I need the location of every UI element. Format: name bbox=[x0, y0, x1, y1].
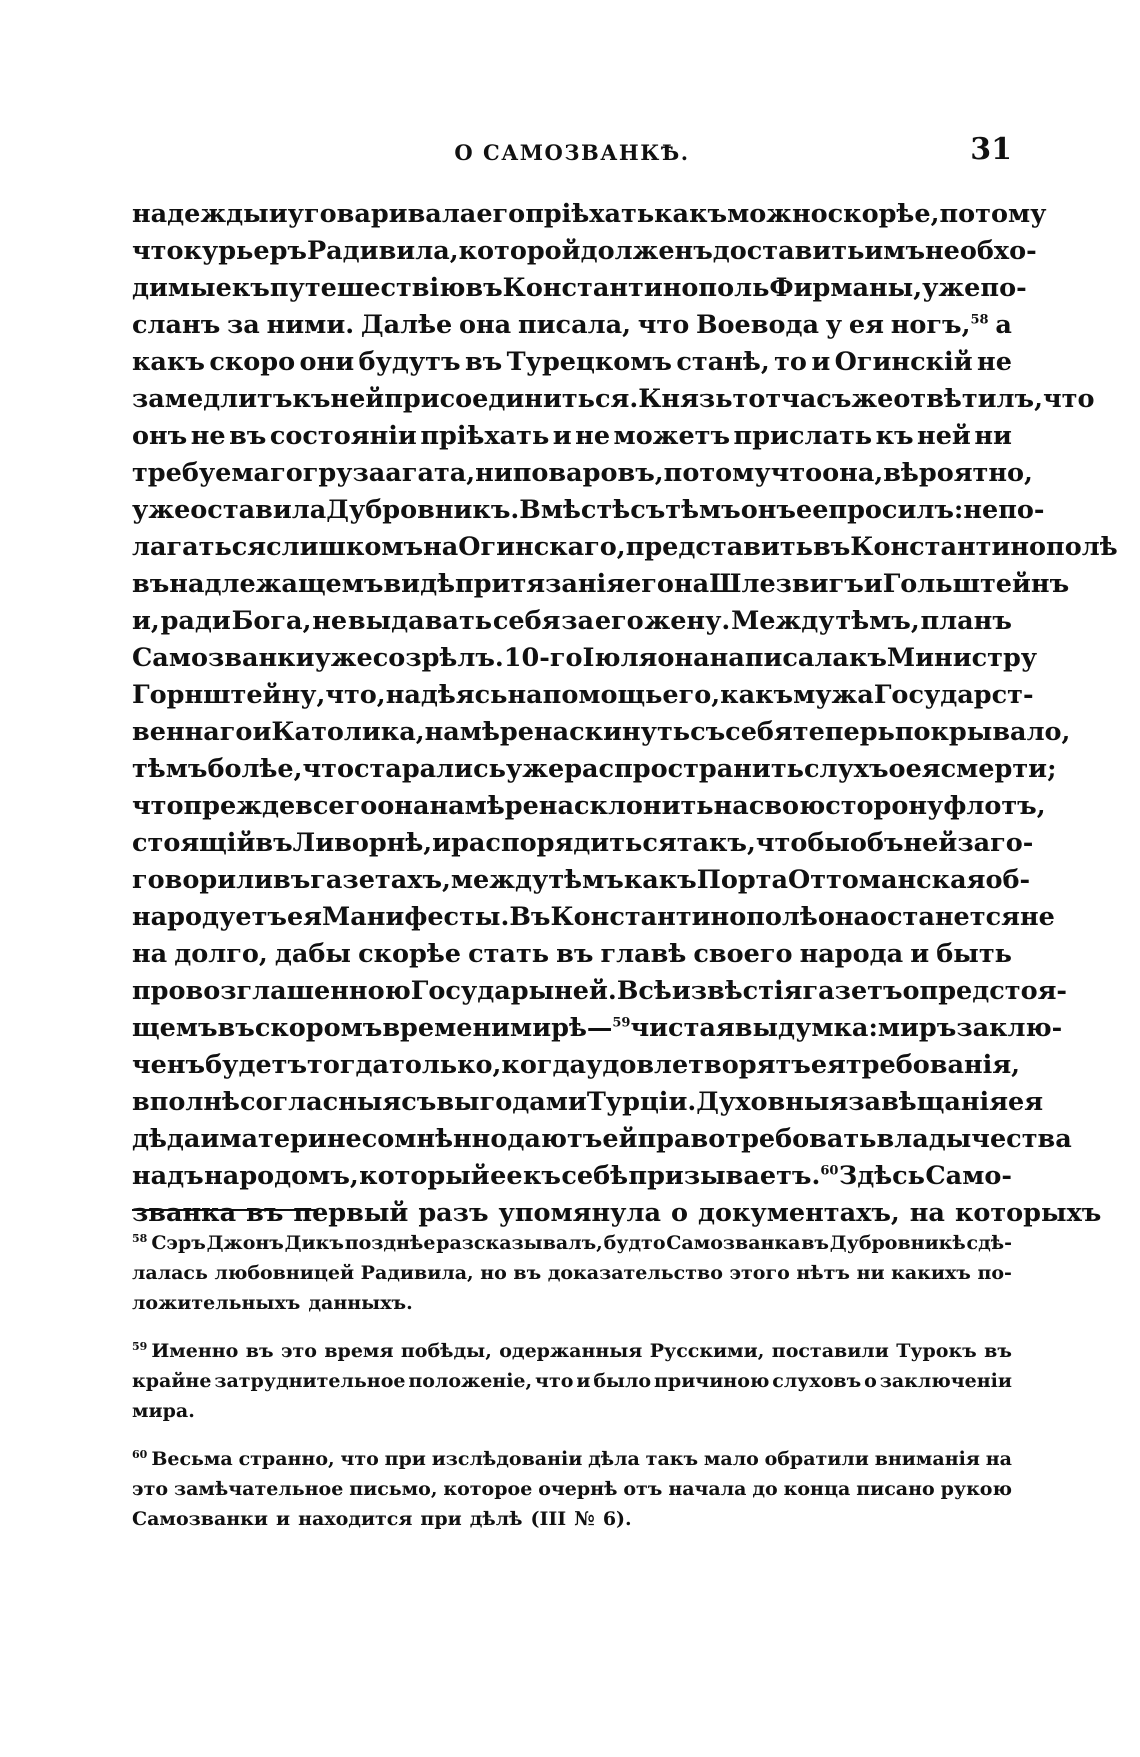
text-line: замедлитъ къ ней присоединиться. Князь тотчасъ же отвѣтилъ, что bbox=[132, 384, 1095, 414]
text-line: веннаго и Католика, намѣрена скинуть съ себя теперь покрывало, bbox=[132, 717, 1071, 747]
text-line: какъ скоро они будутъ въ Турецкомъ станѣ, то и Огинскій не bbox=[132, 347, 1012, 377]
text-line: требуемаго груза агата, ни поваровъ, по тому что она, вѣроятно, bbox=[132, 458, 1033, 488]
text-line: Самозванки уже созрѣлъ. 10-го Іюля она написала къ Министру bbox=[132, 643, 1038, 673]
text-line: народуетъ ея Манифесты. Въ Константинополѣ она останется не bbox=[132, 902, 1055, 932]
text-line: въ надлежащемъ видѣ притязанія его на Шлезвигъ и Гольштейнъ bbox=[132, 569, 1070, 599]
text-line: на долго, дабы скорѣе стать въ главѣ своего народа и быть bbox=[132, 939, 1012, 969]
text-line: стоящій въ Ливорнѣ, и распорядиться такъ, чтобы объ ней заго- bbox=[132, 828, 1034, 858]
text-line: дѣда и матери несомнѣнно даютъ ей право требовать владычества bbox=[132, 1124, 1072, 1154]
footnote-line: крайне затруднительное положеніе, что и было причиною слуховъ о заключеніи bbox=[132, 1370, 1012, 1392]
text-line: говорили въ газетахъ, между тѣмъ какъ Порта Оттоманская об- bbox=[132, 865, 1031, 895]
text-line: Горнштейну, что, надѣясь на помощь его, какъ мужа Государст- bbox=[132, 680, 1034, 710]
footnote bbox=[132, 1228, 1012, 1318]
footnote-line: $^{58}$ Сэръ Джонъ Дикъ позднѣе разсказывалъ, будто Самозванка въ Дубровникѣ сдѣ- bbox=[132, 1231, 1012, 1254]
page-number: 31 bbox=[970, 132, 1012, 167]
text-line: ченъ будетъ тогда только, когда удовлетворятъ ея требованія, bbox=[132, 1050, 1021, 1080]
footnote-number: 58 bbox=[132, 1231, 148, 1245]
footnote-line: Самозванки и находится при дѣлѣ (III № 6). bbox=[132, 1508, 632, 1530]
text-line: что прежде всего она намѣрена склонить на свою сторону флотъ, bbox=[132, 791, 1046, 821]
text-line: димые къ путешествію въ Константинополь Фирманы, уже по- bbox=[132, 273, 1027, 303]
running-title: О САМОЗВАНКѢ. bbox=[454, 140, 690, 165]
footnote-line: лалась любовницей Радивила, но въ доказательство этого нѣтъ ни какихъ по- bbox=[132, 1262, 1012, 1284]
running-head bbox=[132, 132, 1012, 172]
text-line: надъ народомъ, который ее къ себѣ призываетъ.$^{60}$ Здѣсь Само- bbox=[132, 1161, 1012, 1191]
text-line: надежды и уговаривала его пріѣхать какъ можно скорѣе, по тому bbox=[132, 199, 1047, 229]
text-line: что курьеръ Радивила, которой долженъ доставить имъ необхо- bbox=[132, 236, 1037, 266]
footnote-line: это замѣчательное письмо, которое очернѣ отъ начала до конца писано рукою bbox=[132, 1478, 1012, 1500]
text-line: сланъ за ними. Далѣе она писала, что Воевода у ея ногъ,$^{58}$ а bbox=[132, 310, 1012, 340]
text-line: провозглашенною Государыней. Всѣ извѣстія газетъ о предстоя- bbox=[132, 976, 1068, 1006]
footnote-line: $^{60}$ Весьма странно, что при изслѣдованіи дѣла такъ мало обратили вниманія на bbox=[132, 1447, 1012, 1470]
text-line: вполнѣ согласныя съ выгодами Турціи. Духовныя завѣщанія ея bbox=[132, 1087, 1044, 1117]
footnote-number: 59 bbox=[132, 1339, 148, 1353]
text-line: щемъ въ скоромъ времени мирѣ—$^{59}$ чистая выдумка: миръ заклю- bbox=[132, 1013, 1063, 1043]
text-line: лагаться слишкомъ на Огинскаго, представить въ Константинополѣ bbox=[132, 532, 1118, 562]
footnote-number: 60 bbox=[132, 1447, 148, 1461]
footnotes bbox=[132, 1228, 1012, 1552]
footnote-rule bbox=[132, 1209, 318, 1211]
footnote-line: мира. bbox=[132, 1400, 195, 1422]
main-text bbox=[132, 196, 1118, 1232]
footnote-line: ложительныхъ данныхъ. bbox=[132, 1292, 413, 1314]
text-line: тѣмъ болѣе, что старались уже распространить слухъ о ея смерти; bbox=[132, 754, 1057, 784]
footnote bbox=[132, 1336, 1012, 1426]
footnote-reference: 58 bbox=[970, 312, 989, 328]
footnote-reference: 60 bbox=[820, 1163, 839, 1179]
text-line: уже оставила Дубровникъ. Вмѣстѣ съ тѣмъ онъ ее просилъ: не по- bbox=[132, 495, 1045, 525]
footnote bbox=[132, 1444, 1012, 1534]
text-line: званка въ первый разъ упомянула о документахъ, на которыхъ bbox=[132, 1198, 1102, 1228]
text-line: онъ не въ состояніи пріѣхать и не можетъ прислать къ ней ни bbox=[132, 421, 1012, 451]
footnote-reference: 59 bbox=[612, 1015, 631, 1031]
footnote-line: $^{59}$ Именно въ это время побѣды, одержанныя Русскими, поставили Турокъ въ bbox=[132, 1339, 1012, 1362]
text-line: и, ради Бога, не выдавать себя за его жену. Между тѣмъ, планъ bbox=[132, 606, 1012, 636]
